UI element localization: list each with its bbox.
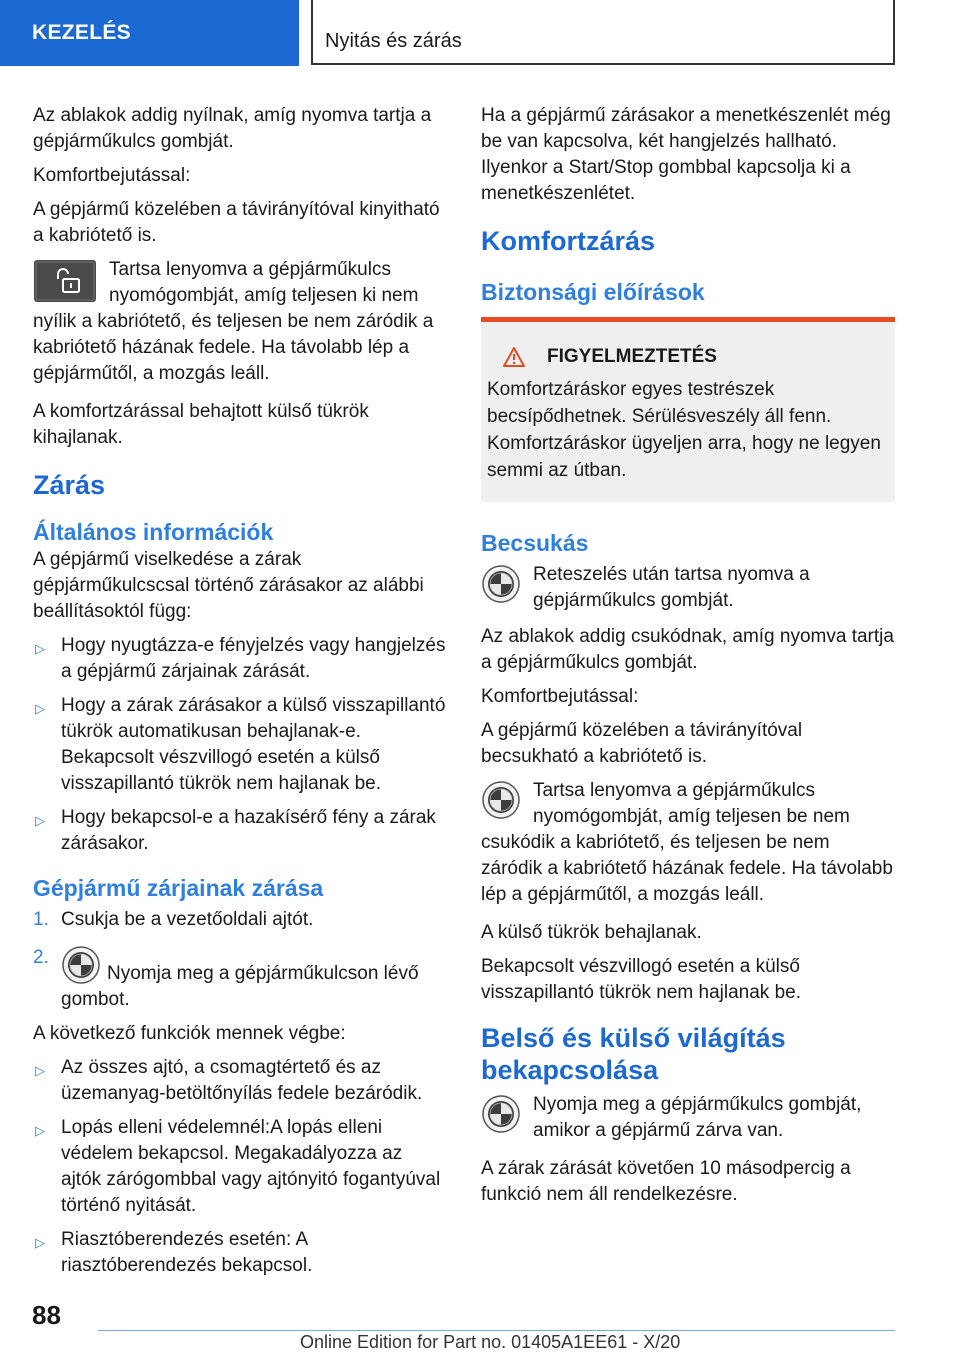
warning-text: Komfortzáráskor egyes testrészek becsípődhetnek. Sérülésveszély áll fenn. Komfortzáráskor ügyeljen arra, hogy ne legyen semmi az útban. <box>487 379 881 481</box>
step-list <box>33 907 447 1013</box>
key-instruction <box>481 778 895 908</box>
right-column <box>481 103 895 1216</box>
heading-altalanos: Általános információk <box>33 519 274 545</box>
edition-note: Online Edition for Part no. 01405A1EE61 - X/20 <box>300 1332 681 1352</box>
unlock-button-icon <box>33 259 97 303</box>
key-button-icon <box>481 780 521 820</box>
triangle-bullet-icon: ▷ <box>35 701 45 716</box>
heading-becsukas: Becsukás <box>481 530 589 556</box>
paragraph: Tartsa lenyomva a gépjárműkulcs nyomógombját, amíg teljesen ki nem nyílik a kabriótető, és teljesen be nem záródik a kabriótető házának fedele. Ha távolabb lép a gépjárműtől, a mozgás leáll. <box>33 259 434 384</box>
paragraph: Ha a gépjármű zárásakor a menetkészenlét még be van kapcsolva, két hangjelzés hallható. Ilyenkor a Start/Stop gombbal kapcsolja ki a menetkészenlétet. <box>481 105 891 204</box>
warning-title: FIGYELMEZTETÉS <box>547 346 717 367</box>
key-button-icon <box>481 564 521 604</box>
heading-komfortzaras: Komfortzárás <box>481 226 656 256</box>
paragraph: Nyomja meg a gépjárműkulcs gombját, amikor a gépjármű zárva van. <box>533 1094 862 1141</box>
paragraph: Bekapcsolt vészvillogó esetén a külső visszapillantó tükrök nem hajlanak be. <box>481 956 802 1003</box>
paragraph: Reteszelés után tartsa nyomva a gépjárműkulcs gombját. <box>533 564 810 611</box>
heading-biztonsagi: Biztonsági előírások <box>481 279 705 305</box>
paragraph: A gépjármű viselkedése a zárak gépjárműkulcscsal történő zárásakor az alábbi beállításoktól függ: <box>33 549 424 622</box>
paragraph: A gépjármű közelében a távirányítóval becsukható a kabriótető is. <box>481 720 803 767</box>
step-item: 1. Csukja be a vezetőoldali ajtót. <box>33 909 314 930</box>
heading-gepjarmu-zarasa: Gépjármű zárjainak zárása <box>33 875 324 901</box>
triangle-bullet-icon: ▷ <box>35 1123 45 1138</box>
paragraph: Az ablakok addig csukódnak, amíg nyomva tartja a gépjárműkulcs gombját. <box>481 626 894 673</box>
chapter-title: Nyitás és zárás <box>325 30 462 52</box>
list-item: ▷ Az összes ajtó, a csomagtértető és az üzemanyag-betöltőnyílás fedele bezáródik. <box>35 1057 423 1104</box>
header-separator <box>311 0 313 64</box>
list-item: ▷ Lopás elleni védelemnél:A lopás elleni védelem bekapcsol. Megakadályozza az ajtók zárógombbal vagy ajtónyitó fogantyúval történő nyitását. <box>35 1117 441 1216</box>
header-underline <box>311 63 895 65</box>
heading-zaras: Zárás <box>33 470 106 500</box>
paragraph: A komfortzárással behajtott külső tükrök kihajlanak. <box>33 401 369 448</box>
left-column <box>33 103 447 1287</box>
paragraph: Tartsa lenyomva a gépjárműkulcs nyomógombját, amíg teljesen be nem csukódik a kabriótető, és teljesen be nem záródik a kabriótető házának fedele. Ha távolabb lép a gépjárműtől, a mozgás leáll. <box>481 780 893 905</box>
footer-rule <box>98 1330 895 1331</box>
paragraph: Az ablakok addig nyílnak, amíg nyomva tartja a gépjárműkulcs gombját. <box>33 105 432 152</box>
paragraph: A gépjármű közelében a távirányítóval kinyitható a kabriótető is. <box>33 199 440 246</box>
bullet-list <box>33 633 447 857</box>
list-item: ▷ Hogy nyugtázza-e fényjelzés vagy hangjelzés a gépjármű zárjainak zárását. <box>35 635 446 682</box>
list-item: ▷ Hogy a zárak zárásakor a külső visszapillantó tükrök automatikusan behajlanak-e. Bekapcsolt vészvillogó esetén a külső visszapillantó tükrök nem hajlanak be. <box>35 695 446 794</box>
key-button-icon <box>481 1094 521 1134</box>
warning-triangle-icon <box>503 347 525 367</box>
page-number: 88 <box>32 1300 61 1330</box>
key-instruction <box>481 1092 895 1144</box>
list-item: ▷ Hogy bekapcsol-e a hazakísérő fény a zárak zárásakor. <box>35 807 436 854</box>
bullet-list <box>33 1055 447 1279</box>
paragraph: Komfortbejutással: <box>33 165 191 186</box>
list-item: ▷ Riasztóberendezés esetén: A riasztóberendezés bekapcsol. <box>35 1229 313 1276</box>
paragraph: A külső tükrök behajlanak. <box>481 922 702 943</box>
paragraph: Komfortbejutással: <box>481 686 639 707</box>
heading-belso-kulso: Belső és külső világítás bekapcsolása <box>481 1023 786 1085</box>
key-instruction <box>33 257 447 387</box>
triangle-bullet-icon: ▷ <box>35 813 45 828</box>
triangle-bullet-icon: ▷ <box>35 1235 45 1250</box>
triangle-bullet-icon: ▷ <box>35 1063 45 1078</box>
key-instruction <box>481 562 895 614</box>
key-button-icon <box>61 945 101 985</box>
step-item: 2. Nyomja meg a gépjárműkulcson lévő gombot. <box>33 947 419 1010</box>
section-tab: KEZELÉS <box>0 0 299 66</box>
page-header <box>0 0 960 66</box>
paragraph: A következő funkciók mennek végbe: <box>33 1023 346 1044</box>
header-right-border <box>893 0 895 65</box>
warning-box <box>481 317 895 502</box>
triangle-bullet-icon: ▷ <box>35 641 45 656</box>
paragraph: A zárak zárását követően 10 másodpercig a funkció nem áll rendelkezésre. <box>481 1158 851 1205</box>
